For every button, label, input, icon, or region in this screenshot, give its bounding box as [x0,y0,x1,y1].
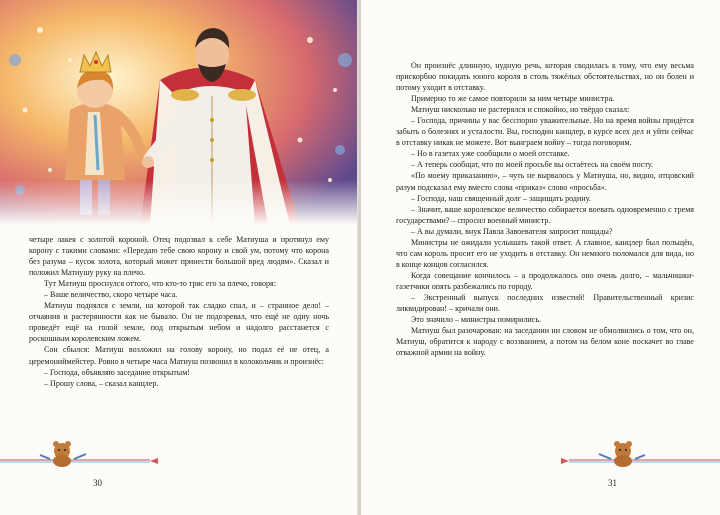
paragraph: – Ваше величество, скоро четыре часа. [44,290,178,300]
paragraph: Матиуш был разочарован: на заседании ни словом не обмолвились о том, что он, Матиуш, обратится к народу с воззванием, а потом на белом коне поскачет во главе отважной армии на войну. [396,326,694,358]
paragraph: Министры не ожидали услышать такой ответ. А главное, канцлер был польщён, что сам король просит его не уходить в отставку. Он немного поломался для вида, но в конце концов согласился. [396,237,694,269]
paragraph: – А вы думали, внук Павла Завоевателя запросит пощады? [411,226,613,236]
teddy-bear-ornament [0,438,160,468]
paragraph: – А теперь сообщат, что по моей просьбе вы остаётесь на своём посту. [411,160,653,170]
page-number: 31 [608,478,617,488]
paragraph: четыре лакея с золотой короной. Отец подозвал к себе Матиуша и протянул ему корону с такими словами: «Передаю тебе свою корону и свой ум, потому что корона без разума – кусок золота, который может принести большой вред людям». Сказал и положил Матиушу руку на плечо. [29,235,329,278]
paragraph: – Господа, причины у вас бесспорно уважительные. Но на время войны придётся забыть о болезнях и усталости. Вы, господин канцлер, в курсе всех дел и уйти сейчас в отставку никак не можете. Вот выиграем войну – тогда поговорим. [396,116,694,148]
paragraph: Матиуш нисколько не растерялся и спокойно, но твёрдо сказал: [411,105,630,115]
left-page-text [29,234,329,389]
left-page [0,0,359,515]
right-page [361,0,720,515]
paragraph: Когда совещание кончилось – а продолжалось оно очень долго, – мальчишки-газетчики опять разбежались по городу. [396,270,694,291]
page-number: 30 [93,478,102,488]
illustration-king-crowning [0,0,357,225]
paragraph: Тут Матиуш проснулся оттого, что кто-то тряс его за плечо, говоря: [44,279,276,289]
teddy-bear-ornament [561,438,720,468]
paragraph: «По моему приказанию», – чуть не вырвалось у Матиуша, но, видно, отцовский разум подсказал ему вместо слова «приказ» слово «просьба». [396,171,694,192]
paragraph: – Значит, ваше королевское величество собирается воевать одновременно с тремя государствами? – спросил военный министр. [396,204,694,225]
paragraph: – Господа, объявляю заседание открытым! [44,367,190,377]
paragraph: – Господа, наш священный долг – защищать родину. [411,193,591,203]
paragraph: – Прошу слова, – сказал канцлер. [44,378,159,388]
paragraph: Он произнёс длинную, нудную речь, которая сводилась к тому, что ему весьма прискорбно покидать юного короля в столь тяжёлых обстоятельствах, но он болен и потому уходит в отставку. [396,61,694,93]
paragraph: Сон сбылся: Матиуш возложил на голову корону, но подал её не отец, а церемониймейстер. Ровно в четыре часа Матиуш позвонил в колокольчик и произнёс: [29,345,329,366]
paragraph: Примерно то же самое повторили за ним четыре министра. [411,94,615,104]
paragraph: – Но в газетах уже сообщили о моей отставке. [411,149,570,159]
paragraph: Матиуш поднялся с земли, на которой так сладко спал, и – странное дело! – отчаяния и растерянности как не бывало. Он не подозревал, что ещё не одну ночь проведёт ещё на голой земле, под открытым небом и надолго расстанется с роскошным королевским ложем. [29,301,329,344]
paragraph: Это значило – министры помирились. [411,315,542,325]
paragraph: – Экстренный выпуск последних известий! Правительственный кризис ликвидирован! – кричали они. [396,292,694,314]
right-page-text [396,60,694,358]
